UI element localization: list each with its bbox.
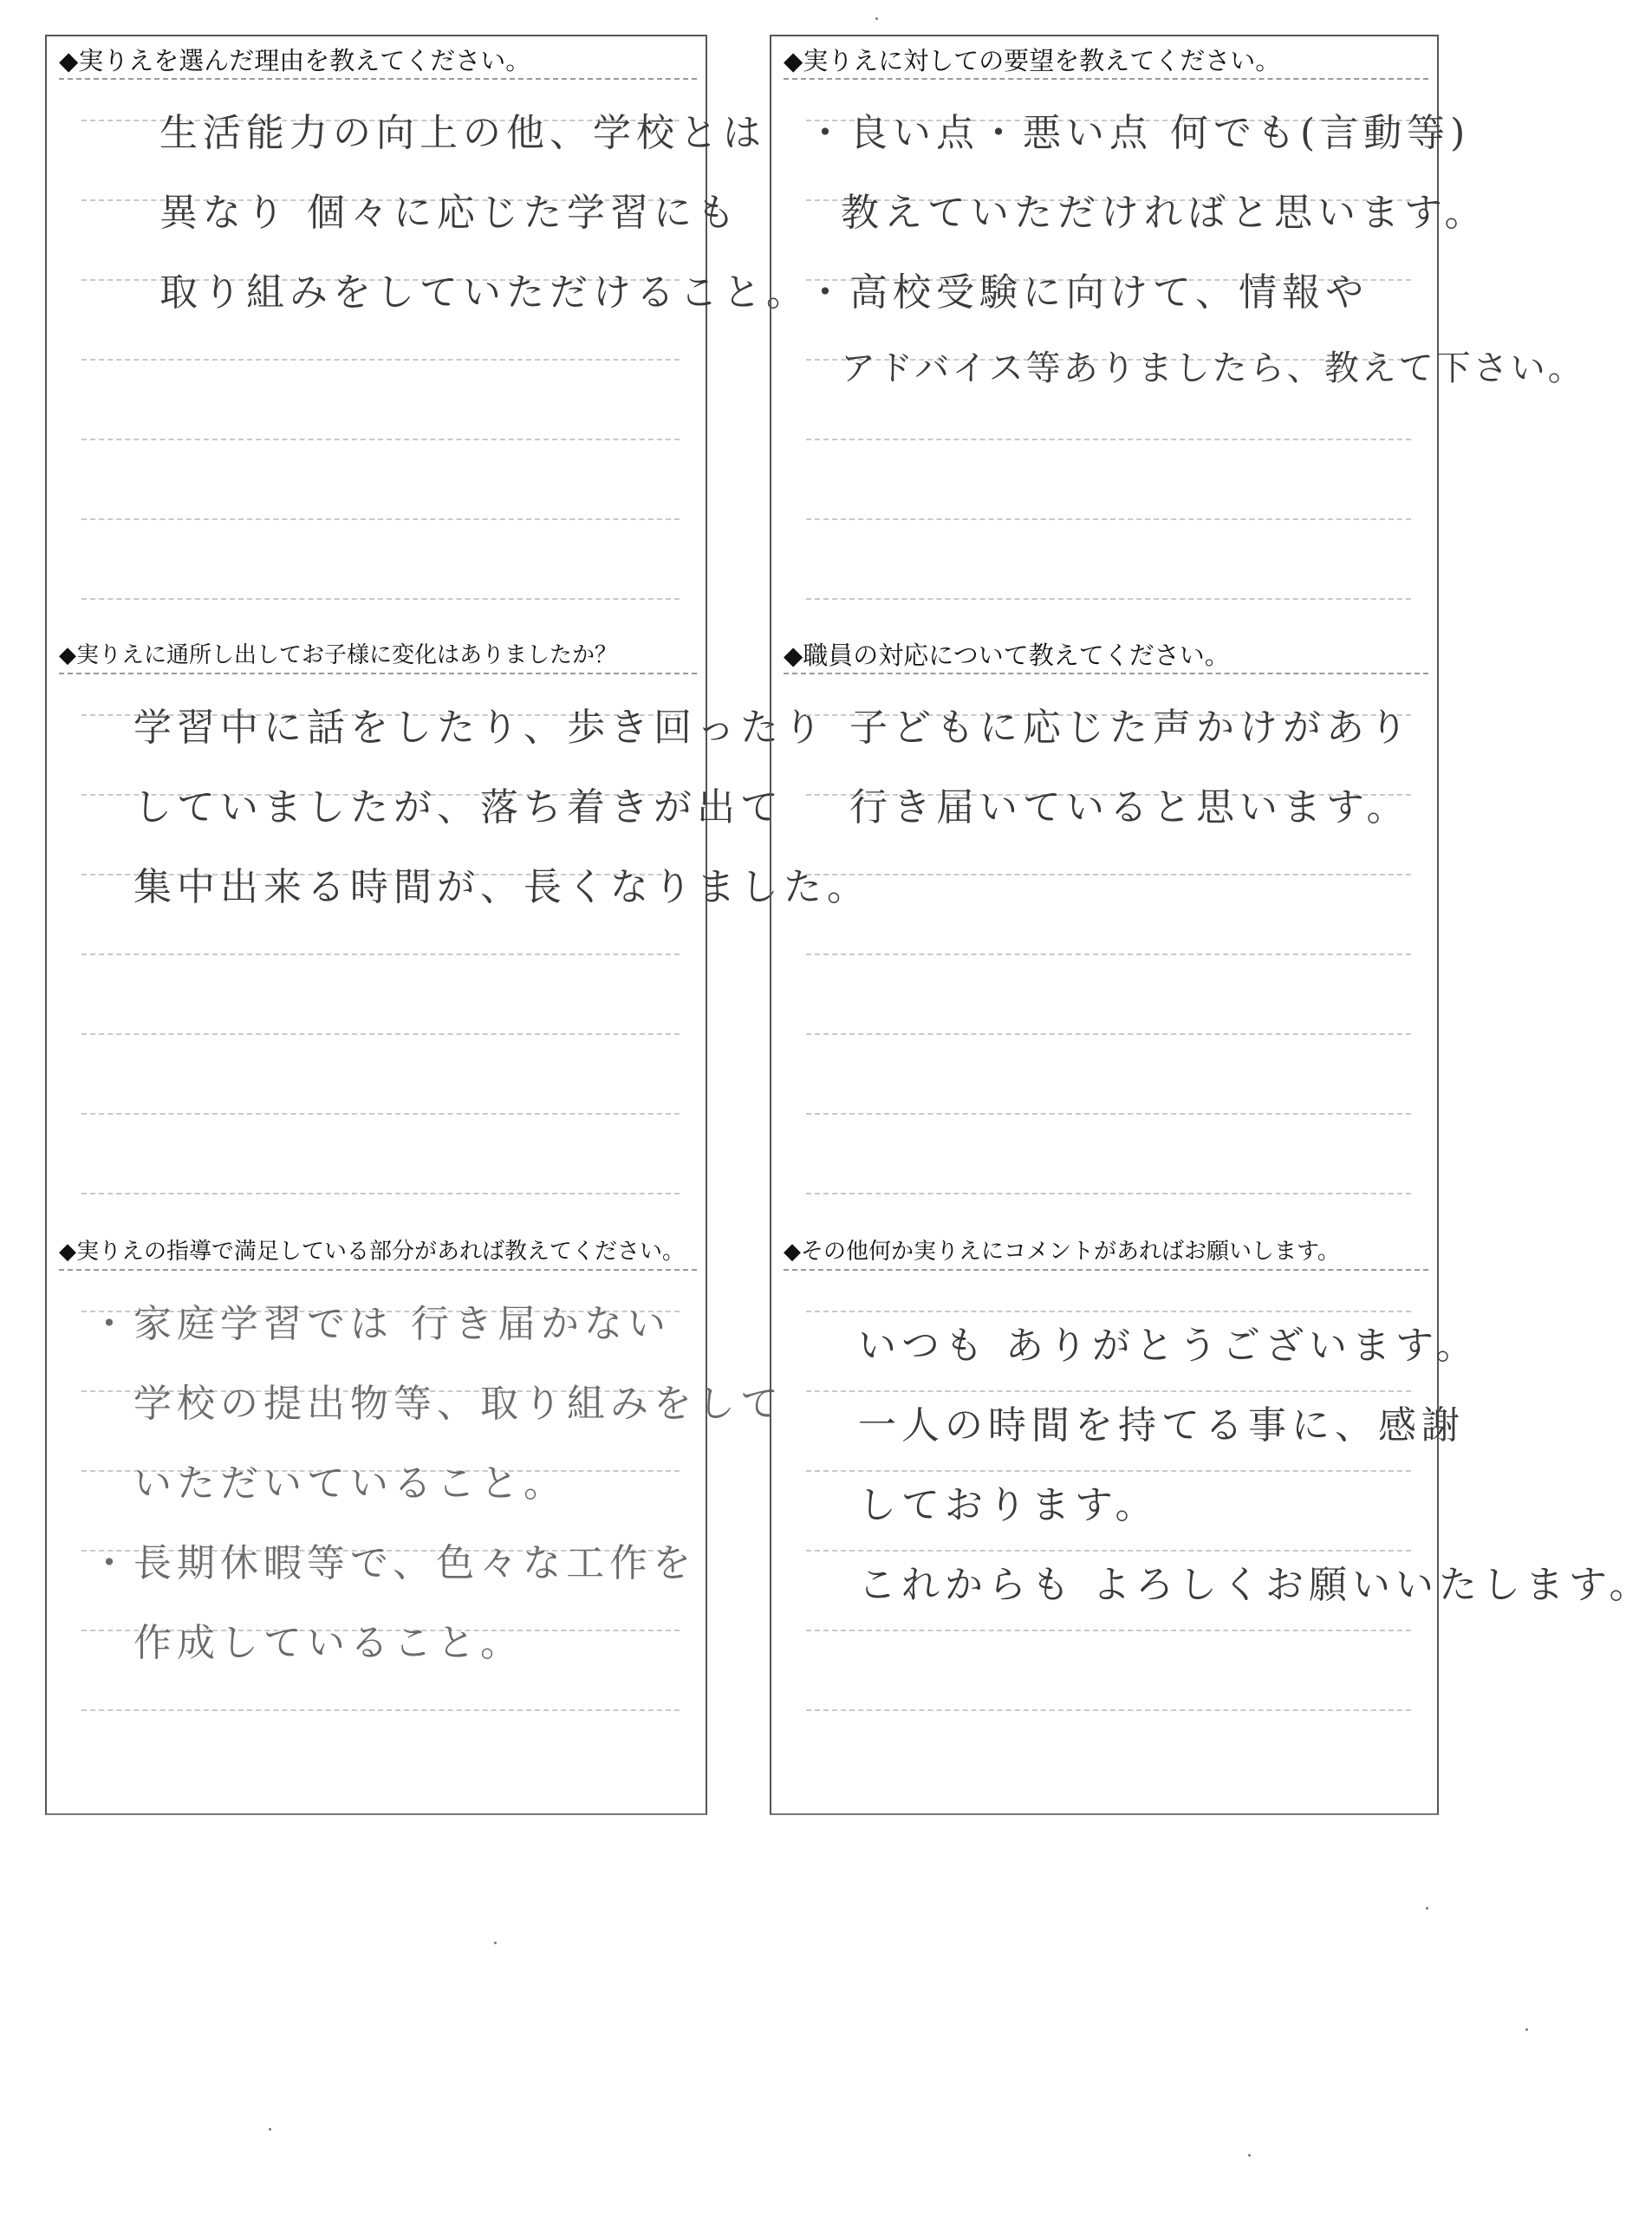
answer-area [81,36,810,634]
answer-line: していましたが、落ち着きが出て [133,785,784,830]
scan-speck [875,17,878,20]
answer-area [806,631,1411,1229]
answer-line: ・家庭学習では 行き届かない [90,1302,671,1346]
answer-line: アドバイス等ありましたら、教えて下さい。 [841,348,1585,388]
answer-line: しております。 [858,1483,1159,1527]
answer-line: 学校の提出物等、取り組みをして [133,1382,784,1426]
question-heading: ◆その他何か実りえにコメントがあればお願いします。 [784,1234,1428,1271]
answer-line: 作成していること。 [133,1621,524,1665]
answer-line: 異なり 個々に応じた学習にも [159,191,740,235]
answer-line: 生活能力の向上の他、学校とは [159,111,766,155]
question-heading: ◆実りえの指導で満足している部分があれば教えてください。 [59,1234,697,1271]
scan-speck [1525,2028,1528,2031]
question-heading: ◆実りえに対しての要望を教えてください。 [784,43,1428,80]
panel-changes [45,631,870,1229]
scan-speck [269,2128,271,2131]
answer-line: 子どもに応じた声かけがあり [849,706,1413,750]
panel-reason [45,35,810,634]
answer-line: 一人の時間を持てる事に、感謝 [858,1403,1465,1448]
answer-line: 教えていただければと思います。 [841,191,1488,235]
answer-line: これからも よろしくお願いいたします。 [858,1563,1652,1607]
answer-line: 学習中に話をしたり、歩き回ったり [133,706,827,750]
answer-line: 取り組みをしていただけること。 [159,270,810,315]
answer-line: いただいていること。 [133,1461,567,1506]
answer-area [806,36,1585,634]
question-heading: ◆職員の対応について教えてください。 [784,638,1428,674]
panel-staff [770,631,1439,1229]
panel-comments [770,1227,1652,1815]
scan-speck [494,1942,497,1944]
panel-satisfaction [45,1227,784,1815]
scan-speck [1248,2154,1251,2157]
answer-line: ・長期休暇等で、色々な工作を [90,1541,697,1585]
answer-line: 集中出来る時間が、長くなりました。 [133,865,870,909]
answer-line: いつも ありがとうございます。 [858,1324,1480,1368]
answer-area [806,1227,1652,1813]
answer-area [81,1227,784,1813]
question-heading: ◆実りえに通所し出してお子様に変化はありましたか？ [59,638,697,674]
panel-requests [770,35,1585,634]
scan-speck [1426,1907,1428,1910]
answer-line: ・良い点・悪い点 何でも(言動等) [806,111,1471,155]
question-heading: ◆実りえを選んだ理由を教えてください。 [59,43,697,80]
answer-line: ・高校受験に向けて、情報や [806,270,1369,315]
answer-area [81,631,870,1229]
answer-line: 行き届いていると思います。 [849,785,1410,830]
